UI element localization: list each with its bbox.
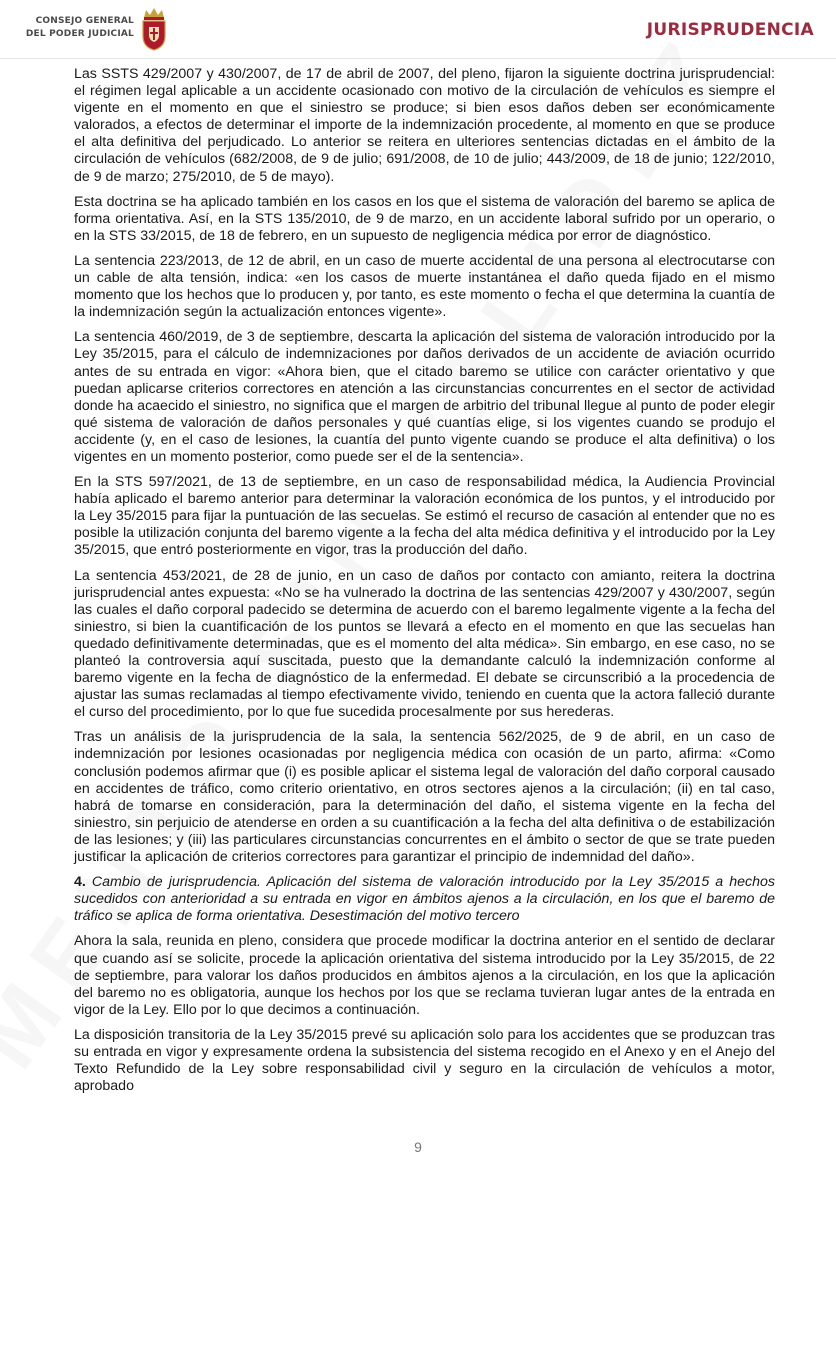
document-body (74, 66, 775, 1103)
paragraph: Esta doctrina se ha aplicado también en los casos en los que el sistema de valoración del baremo se aplica de forma orientativa. Así, en la STS 135/2010, de 9 de marzo, en un accidente laboral sufrido por un operario, o en la STS 33/2015, de 18 de febrero, en un supuesto de negligencia médica por error de diagnóstico. (74, 193, 775, 244)
section-heading-number: 4. (74, 874, 86, 891)
section-heading-text: Cambio de jurisprudencia. Aplicación del sistema de valoración introducido por la Ley 35/2015 a hechos sucedidos con anterioridad a su entrada en vigor en ámbitos ajenos a la circulación, en los que el baremo de tráfico se aplica de forma orientativa. Desestimación del motivo tercero (74, 874, 775, 925)
paragraph: En la STS 597/2021, de 13 de septiembre, en un caso de responsabilidad médica, la Audiencia Provincial había aplicado el baremo anterior para determinar la valoración económica de los puntos, y el introducido por la Ley 35/2015 para fijar la puntuación de las secuelas. Se estimó el recurso de casación al entender que no es posible la utilización conjunta del baremo vigente a la fecha del alta médica definitiva y el introducido por la Ley 35/2015, que entró posteriormente en vigor, tras la producción del daño. (74, 474, 775, 559)
paragraph: La sentencia 223/2013, de 12 de abril, en un caso de muerte accidental de una persona al electrocutarse con un cable de alta tensión, indica: «en los casos de muerte instantánea el daño queda fijado en el mismo momento que los hechos que lo producen y, por tanto, es este momento o fecha el que determina la cuantía de la indemnización según la actualización entonces vigente». (74, 252, 775, 321)
page-number: 9 (414, 1139, 422, 1155)
paragraph: La disposición transitoria de la Ley 35/2015 prevé su aplicación solo para los accidentes que se produzcan tras su entrada en vigor y expresamente ordena la subsistencia del sistema recogido en el Anexo y en el Anejo del Texto Refundido de la Ley sobre responsabilidad civil y seguro en la circulación de vehículos a motor, aprobado (74, 1026, 775, 1095)
coat-of-arms-icon (138, 6, 170, 52)
paragraph: La sentencia 453/2021, de 28 de junio, en un caso de daños por contacto con amianto, reitera la doctrina jurisprudencial antes expuesta: «No se ha vulnerado la doctrina de las sentencias 429/2007 y 430/2007, según las cuales el daño corporal padecido se determina de acuerdo con el baremo legalmente vigente a la fecha del siniestro, si bien la cuantificación de los puntos se llevará a efecto en el momento en que las secuelas han quedado definitivamente determinadas, que es el momento del alta médica». Sin embargo, en ese caso, no se planteó la controversia aquí suscitada, puesto que la demandante calculó la indemnización conforme al baremo vigente en la fecha de diagnóstico de la enfermedad. El debate se circunscribió a la procedencia de ajustar las sumas reclamadas al tiempo efectivamente vivido, teniendo en cuenta que la actora falleció durante el curso del procedimiento, por lo que fue sucedida procesalmente por sus herederas. (74, 567, 775, 721)
org-name-line1: CONSEJO GENERAL (35, 16, 134, 26)
org-name (24, 15, 134, 41)
paragraph: La sentencia 460/2019, de 3 de septiembre, descarta la aplicación del sistema de valoración introducido por la Ley 35/2015, para el cálculo de indemnizaciones por daños derivados de un accidente de aviación ocurrido antes de su entrada en vigor: «Ahora bien, que el citado baremo se utilice con carácter orientativo y que puedan aplicarse criterios correctores en atención a las circunstancias concurrentes en el sector de actividad donde ha acaecido el siniestro, no significa que el margen de arbitrio del tribunal llegue al punto de poder elegir qué sistema de valoración de daños personales y qué cuantías elige, si los vigentes cuando se produjo el accidente (y, en el caso de lesiones, la cuantía del punto vigente cuando se produce el alta definitiva) o los vigentes en un momento posterior, como puede ser el de la sentencia». (74, 329, 775, 465)
page-header (0, 0, 836, 59)
paragraph: Las SSTS 429/2007 y 430/2007, de 17 de abril de 2007, del pleno, fijaron la siguiente doctrina jurisprudencial: el régimen legal aplicable a un accidente ocasionado con motivo de la circulación de vehículos es siempre el vigente en el momento en que el siniestro se produce; si bien esos daños deben ser económicamente valorados, a efectos de determinar el importe de la indemnización procedente, al momento en que se produce el alta definitiva del perjudicado. Lo anterior se reitera en ulteriores sentencias dictadas en el ámbito de la circulación de vehículos (682/2008, de 9 de julio; 691/2008, de 10 de julio; 443/2009, de 18 de junio; 122/2010, de 9 de marzo; 275/2010, de 5 de mayo). (74, 66, 775, 185)
paragraph: Ahora la sala, reunida en pleno, considera que procede modificar la doctrina anterior en el sentido de declarar que cuando así se solicite, procede la aplicación orientativa del sistema introducido por la Ley 35/2015, de 22 de septiembre, para valorar los daños producidos en ámbitos ajenos a la circulación, en los que la aplicación del baremo no es obligatoria, aunque los hechos por los que se reclama tuvieran lugar antes de la entrada en vigor de la Ley. Ello por lo que decimos a continuación. (74, 933, 775, 1018)
section-heading (74, 874, 775, 925)
org-name-line2: DEL PODER JUDICIAL (25, 29, 134, 39)
paragraph: Tras un análisis de la jurisprudencia de la sala, la sentencia 562/2025, de 9 de abril, en un caso de indemnización por lesiones ocasionadas por negligencia médica con ocasión de un parto, afirma: «Como conclusión podemos afirmar que (i) es posible aplicar el sistema legal de valoración del daño corporal causado en accidentes de tráfico, como criterio orientativo, en otros sectores ajenos a la circulación; (ii) en tal caso, habrá de tomarse en consideración, para la determinación del daño, el sistema vigente en la fecha del siniestro, sin perjuicio de atenderse en orden a su cuantificación a la fecha del alta definitiva o de estabilización de las lesiones; y (iii) las particulares circunstancias concurrentes en el ámbito o sector de que se trate pueden justificar la aplicación de criterios correctores para garantizar el principio de indemnidad del daño». (74, 729, 775, 866)
section-title: JURISPRUDENCIA (646, 20, 814, 40)
